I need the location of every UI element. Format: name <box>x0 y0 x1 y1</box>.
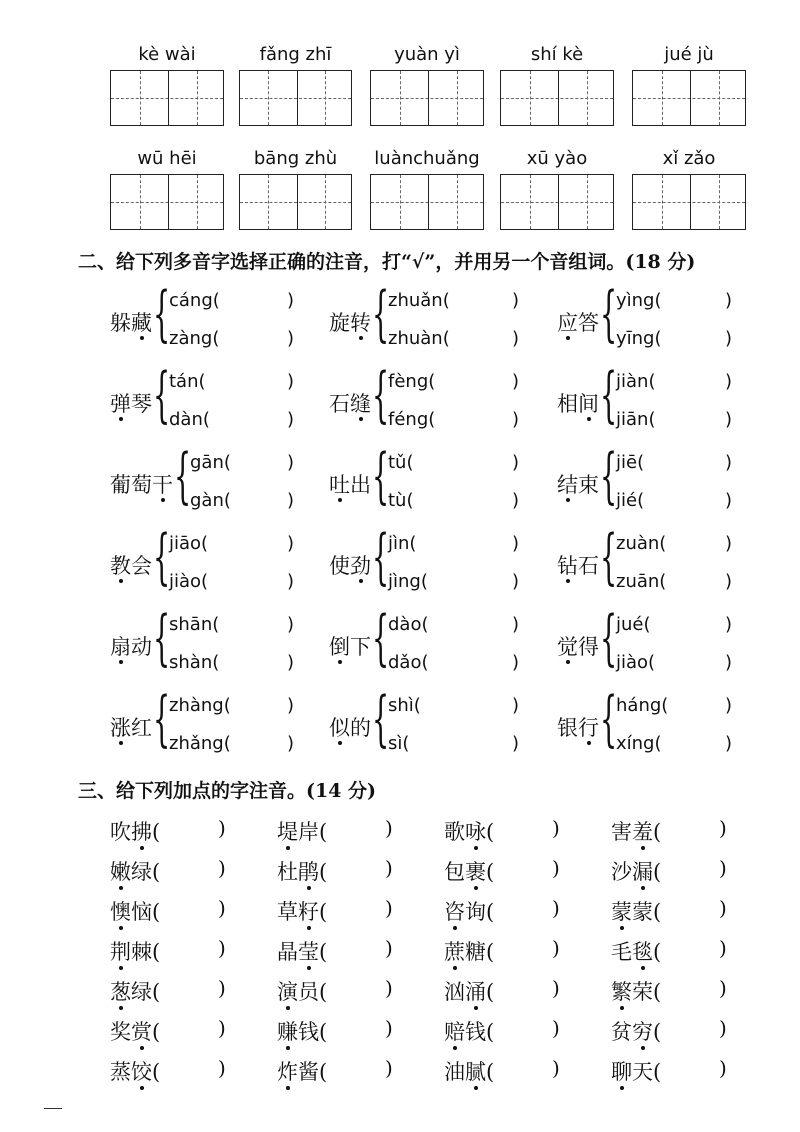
option-close-paren: ) <box>512 533 520 554</box>
grid-guide <box>501 98 613 99</box>
emphasis-dot <box>620 1086 624 1090</box>
option-close-paren: ) <box>287 328 295 349</box>
annotate-close-paren: ) <box>719 1016 727 1040</box>
annotate-close-paren: ) <box>552 816 560 840</box>
option-close-paren: ) <box>512 652 520 673</box>
annotate-close-paren: ) <box>552 1056 560 1080</box>
emphasis-dot <box>474 1006 478 1010</box>
annotate-close-paren: ) <box>385 856 393 880</box>
grid-guide <box>662 71 663 125</box>
annotate-word: 贫穷( <box>611 1020 662 1044</box>
brace-glyph: { <box>600 522 618 592</box>
option-close-paren: ) <box>512 452 520 473</box>
grid-guide <box>587 71 588 125</box>
annotate-close-paren: ) <box>719 1056 727 1080</box>
option-close-paren: ) <box>287 409 295 430</box>
section-3-heading: 三、给下列加点的字注音。(14 分) <box>78 780 377 802</box>
polyphone-word: 结束 <box>557 473 599 497</box>
polyphone-word: 觉得 <box>557 635 599 659</box>
option-close-paren: ) <box>725 652 733 673</box>
grid-guide <box>719 175 720 229</box>
annotate-word: 演员( <box>277 980 328 1004</box>
annotate-word: 包裹( <box>444 860 495 884</box>
annotate-word: 赔钱( <box>444 1020 495 1044</box>
emphasis-dot <box>620 926 624 930</box>
pinyin-option: jìng( <box>388 571 428 592</box>
grid-guide <box>240 98 351 99</box>
option-close-paren: ) <box>287 452 295 473</box>
emphasis-dot <box>474 1086 478 1090</box>
option-close-paren: ) <box>512 733 520 754</box>
pinyin-option: zhuàn( <box>388 328 450 349</box>
pinyin-option: jìn( <box>388 533 417 554</box>
pinyin-option: féng( <box>388 409 436 430</box>
pinyin-option: jiē( <box>616 452 645 473</box>
option-close-paren: ) <box>725 328 733 349</box>
emphasis-dot <box>161 498 165 502</box>
annotate-word: 蔗糖( <box>444 940 495 964</box>
pinyin-option: zuàn( <box>616 533 667 554</box>
option-close-paren: ) <box>512 409 520 430</box>
char-divider <box>558 175 559 229</box>
char-divider <box>558 71 559 125</box>
emphasis-dot <box>307 886 311 890</box>
annotate-close-paren: ) <box>385 1016 393 1040</box>
brace-glyph: { <box>372 360 390 430</box>
grid-guide <box>140 175 141 229</box>
writing-box <box>110 174 224 230</box>
char-divider <box>297 175 298 229</box>
annotate-word: 嫩绿( <box>110 860 161 884</box>
emphasis-dot <box>140 846 144 850</box>
emphasis-dot <box>338 741 342 745</box>
polyphone-word: 使劲 <box>329 554 371 578</box>
annotate-close-paren: ) <box>385 1056 393 1080</box>
grid-guide <box>400 71 401 125</box>
annotate-close-paren: ) <box>385 976 393 1000</box>
pinyin-label: xǐ zǎo <box>662 148 716 169</box>
emphasis-dot <box>338 660 342 664</box>
grid-guide <box>111 98 223 99</box>
emphasis-dot <box>566 660 570 664</box>
brace-glyph: { <box>600 360 618 430</box>
emphasis-dot <box>140 1046 144 1050</box>
grid-guide <box>240 202 351 203</box>
grid-guide <box>197 71 198 125</box>
grid-guide <box>530 71 531 125</box>
annotate-close-paren: ) <box>719 856 727 880</box>
emphasis-dot <box>641 966 645 970</box>
writing-box <box>500 70 614 126</box>
emphasis-dot <box>119 660 123 664</box>
writing-box <box>632 70 746 126</box>
option-close-paren: ) <box>725 290 733 311</box>
option-close-paren: ) <box>512 371 520 392</box>
brace-glyph: { <box>600 279 618 349</box>
pinyin-option: zàng( <box>169 328 220 349</box>
annotate-close-paren: ) <box>552 856 560 880</box>
polyphone-word: 葡萄干 <box>110 473 173 497</box>
grid-guide <box>371 98 483 99</box>
emphasis-dot <box>453 926 457 930</box>
annotate-word: 晶莹( <box>277 940 328 964</box>
polyphone-word: 石缝 <box>329 392 371 416</box>
annotate-word: 炸酱( <box>277 1060 328 1084</box>
emphasis-dot <box>140 1086 144 1090</box>
pinyin-label: wū hēi <box>137 148 197 169</box>
emphasis-dot <box>119 417 123 421</box>
brace-glyph: { <box>372 522 390 592</box>
pinyin-label: shí kè <box>530 44 584 65</box>
annotate-close-paren: ) <box>218 1016 226 1040</box>
writing-box <box>239 70 352 126</box>
char-divider <box>428 71 429 125</box>
emphasis-dot <box>641 846 645 850</box>
brace-glyph: { <box>153 522 171 592</box>
option-close-paren: ) <box>287 614 295 635</box>
writing-box <box>239 174 352 230</box>
pinyin-option: zhǎng( <box>169 733 231 754</box>
emphasis-dot <box>566 579 570 583</box>
annotate-word: 害羞( <box>611 820 662 844</box>
emphasis-dot <box>359 579 363 583</box>
option-close-paren: ) <box>512 614 520 635</box>
annotate-close-paren: ) <box>218 1056 226 1080</box>
annotate-close-paren: ) <box>218 896 226 920</box>
brace-glyph: { <box>372 279 390 349</box>
annotate-close-paren: ) <box>552 896 560 920</box>
char-divider <box>690 71 691 125</box>
pinyin-option: shàn( <box>169 652 220 673</box>
emphasis-dot <box>119 886 123 890</box>
annotate-word: 汹涌( <box>444 980 495 1004</box>
option-close-paren: ) <box>725 571 733 592</box>
annotate-close-paren: ) <box>218 816 226 840</box>
option-close-paren: ) <box>725 452 733 473</box>
option-close-paren: ) <box>287 652 295 673</box>
pinyin-option: shì( <box>388 695 421 716</box>
emphasis-dot <box>587 741 591 745</box>
emphasis-dot <box>286 1086 290 1090</box>
grid-guide <box>457 175 458 229</box>
annotate-word: 堤岸( <box>277 820 328 844</box>
annotate-close-paren: ) <box>385 936 393 960</box>
option-close-paren: ) <box>287 571 295 592</box>
pinyin-label: jué jù <box>664 44 714 65</box>
polyphone-word: 钻石 <box>557 554 599 578</box>
pinyin-option: yīng( <box>616 328 662 349</box>
pinyin-option: jiāo( <box>169 533 209 554</box>
pinyin-option: jiào( <box>616 652 656 673</box>
pinyin-option: cáng( <box>169 290 220 311</box>
pinyin-option: shān( <box>169 614 220 635</box>
annotate-close-paren: ) <box>552 936 560 960</box>
annotate-word: 蒸饺( <box>110 1060 161 1084</box>
pinyin-option: tǔ( <box>388 452 414 473</box>
grid-guide <box>587 175 588 229</box>
option-close-paren: ) <box>512 571 520 592</box>
emphasis-dot <box>119 1006 123 1010</box>
annotate-word: 荆棘( <box>110 940 161 964</box>
pinyin-option: tán( <box>169 371 206 392</box>
writing-box <box>632 174 746 230</box>
pinyin-option: gān( <box>190 452 231 473</box>
annotate-word: 沙漏( <box>611 860 662 884</box>
grid-guide <box>140 71 141 125</box>
emphasis-dot <box>566 498 570 502</box>
char-divider <box>297 71 298 125</box>
pinyin-label: xū yào <box>526 148 588 169</box>
annotate-close-paren: ) <box>552 976 560 1000</box>
pinyin-option: jié( <box>616 490 645 511</box>
emphasis-dot <box>641 886 645 890</box>
annotate-close-paren: ) <box>719 896 727 920</box>
polyphone-word: 弹琴 <box>110 392 152 416</box>
annotate-word: 奖赏( <box>110 1020 161 1044</box>
brace-glyph: { <box>153 684 171 754</box>
annotate-word: 葱绿( <box>110 980 161 1004</box>
polyphone-word: 涨红 <box>110 716 152 740</box>
brace-glyph: { <box>600 684 618 754</box>
annotate-close-paren: ) <box>218 936 226 960</box>
pinyin-option: xíng( <box>616 733 662 754</box>
grid-guide <box>197 175 198 229</box>
pinyin-option: yìng( <box>616 290 662 311</box>
writing-box <box>500 174 614 230</box>
emphasis-dot <box>140 336 144 340</box>
annotate-word: 蒙蒙( <box>611 900 662 924</box>
polyphone-word: 相间 <box>557 392 599 416</box>
option-close-paren: ) <box>512 328 520 349</box>
polyphone-word: 银行 <box>557 716 599 740</box>
polyphone-word: 旋转 <box>329 311 371 335</box>
grid-guide <box>268 71 269 125</box>
emphasis-dot <box>338 498 342 502</box>
pinyin-option: dào( <box>388 614 429 635</box>
emphasis-dot <box>286 846 290 850</box>
option-close-paren: ) <box>287 695 295 716</box>
grid-guide <box>111 202 223 203</box>
writing-box <box>370 70 484 126</box>
grid-guide <box>633 202 745 203</box>
annotate-close-paren: ) <box>719 936 727 960</box>
grid-guide <box>268 175 269 229</box>
char-divider <box>690 175 691 229</box>
annotate-word: 草籽( <box>277 900 328 924</box>
pinyin-option: gàn( <box>190 490 231 511</box>
annotate-word: 油腻( <box>444 1060 495 1084</box>
option-close-paren: ) <box>725 371 733 392</box>
annotate-word: 吹拂( <box>110 820 161 844</box>
option-close-paren: ) <box>725 733 733 754</box>
char-divider <box>168 71 169 125</box>
brace-glyph: { <box>600 441 618 511</box>
annotate-close-paren: ) <box>552 1016 560 1040</box>
grid-guide <box>457 71 458 125</box>
pinyin-option: zhuǎn( <box>388 290 450 311</box>
annotate-word: 赚钱( <box>277 1020 328 1044</box>
brace-glyph: { <box>174 441 192 511</box>
emphasis-dot <box>587 417 591 421</box>
grid-guide <box>400 175 401 229</box>
grid-guide <box>501 202 613 203</box>
pinyin-option: zuān( <box>616 571 667 592</box>
section-2-heading: 二、给下列多音字选择正确的注音，打“√”，并用另一个音组词。(18 分) <box>78 251 696 273</box>
pinyin-label: fǎng zhī <box>259 44 332 65</box>
grid-guide <box>325 175 326 229</box>
emphasis-dot <box>286 1046 290 1050</box>
pinyin-option: sì( <box>388 733 410 754</box>
pinyin-option: fèng( <box>388 371 436 392</box>
pinyin-option: zhàng( <box>169 695 231 716</box>
emphasis-dot <box>119 926 123 930</box>
emphasis-dot <box>286 1006 290 1010</box>
annotate-word: 咨询( <box>444 900 495 924</box>
grid-guide <box>530 175 531 229</box>
annotate-close-paren: ) <box>218 976 226 1000</box>
emphasis-dot <box>307 926 311 930</box>
pinyin-option: jiān( <box>616 409 656 430</box>
emphasis-dot <box>119 966 123 970</box>
brace-glyph: { <box>153 360 171 430</box>
option-close-paren: ) <box>512 290 520 311</box>
pinyin-option: jiàn( <box>616 371 656 392</box>
option-close-paren: ) <box>725 490 733 511</box>
option-close-paren: ) <box>725 533 733 554</box>
polyphone-word: 吐出 <box>329 473 371 497</box>
annotate-word: 繁荣( <box>611 980 662 1004</box>
pinyin-option: dǎo( <box>388 652 429 673</box>
annotate-close-paren: ) <box>385 816 393 840</box>
emphasis-dot <box>119 741 123 745</box>
polyphone-word: 倒下 <box>329 635 371 659</box>
brace-glyph: { <box>372 441 390 511</box>
pinyin-option: jué( <box>616 614 651 635</box>
option-close-paren: ) <box>287 290 295 311</box>
annotate-word: 杜鹃( <box>277 860 328 884</box>
grid-guide <box>325 71 326 125</box>
writing-box <box>370 174 484 230</box>
option-close-paren: ) <box>725 695 733 716</box>
polyphone-word: 应答 <box>557 311 599 335</box>
brace-glyph: { <box>153 279 171 349</box>
option-close-paren: ) <box>287 490 295 511</box>
emphasis-dot <box>359 417 363 421</box>
pinyin-option: háng( <box>616 695 669 716</box>
polyphone-word: 躲藏 <box>110 311 152 335</box>
pinyin-label: kè wài <box>138 44 196 65</box>
polyphone-word: 教会 <box>110 554 152 578</box>
writing-box <box>110 70 224 126</box>
option-close-paren: ) <box>512 490 520 511</box>
emphasis-dot <box>641 1046 645 1050</box>
pinyin-label: yuàn yì <box>394 44 460 65</box>
pinyin-option: jiào( <box>169 571 209 592</box>
emphasis-dot <box>453 966 457 970</box>
emphasis-dot <box>566 336 570 340</box>
polyphone-word: 扇动 <box>110 635 152 659</box>
pinyin-label: luànchuǎng <box>374 148 480 169</box>
brace-glyph: { <box>600 603 618 673</box>
annotate-close-paren: ) <box>719 976 727 1000</box>
annotate-close-paren: ) <box>385 896 393 920</box>
emphasis-dot <box>620 1006 624 1010</box>
emphasis-dot <box>474 846 478 850</box>
option-close-paren: ) <box>725 409 733 430</box>
pinyin-option: dàn( <box>169 409 210 430</box>
emphasis-dot <box>307 966 311 970</box>
annotate-word: 毛毯( <box>611 940 662 964</box>
option-close-paren: ) <box>725 614 733 635</box>
option-close-paren: ) <box>512 695 520 716</box>
emphasis-dot <box>453 1046 457 1050</box>
brace-glyph: { <box>372 684 390 754</box>
option-close-paren: ) <box>287 533 295 554</box>
annotate-word: 聊天( <box>611 1060 662 1084</box>
annotate-word: 歌咏( <box>444 820 495 844</box>
annotate-close-paren: ) <box>218 856 226 880</box>
brace-glyph: { <box>153 603 171 673</box>
emphasis-dot <box>474 886 478 890</box>
brace-glyph: { <box>372 603 390 673</box>
pinyin-option: tù( <box>388 490 414 511</box>
emphasis-dot <box>119 579 123 583</box>
page-mark <box>44 1108 62 1109</box>
char-divider <box>428 175 429 229</box>
annotate-word: 懊恼( <box>110 900 161 924</box>
grid-guide <box>371 202 483 203</box>
char-divider <box>168 175 169 229</box>
annotate-close-paren: ) <box>719 816 727 840</box>
option-close-paren: ) <box>287 371 295 392</box>
polyphone-word: 似的 <box>329 716 371 740</box>
pinyin-label: bāng zhù <box>253 148 338 169</box>
option-close-paren: ) <box>287 733 295 754</box>
grid-guide <box>633 98 745 99</box>
grid-guide <box>662 175 663 229</box>
emphasis-dot <box>359 336 363 340</box>
grid-guide <box>719 71 720 125</box>
